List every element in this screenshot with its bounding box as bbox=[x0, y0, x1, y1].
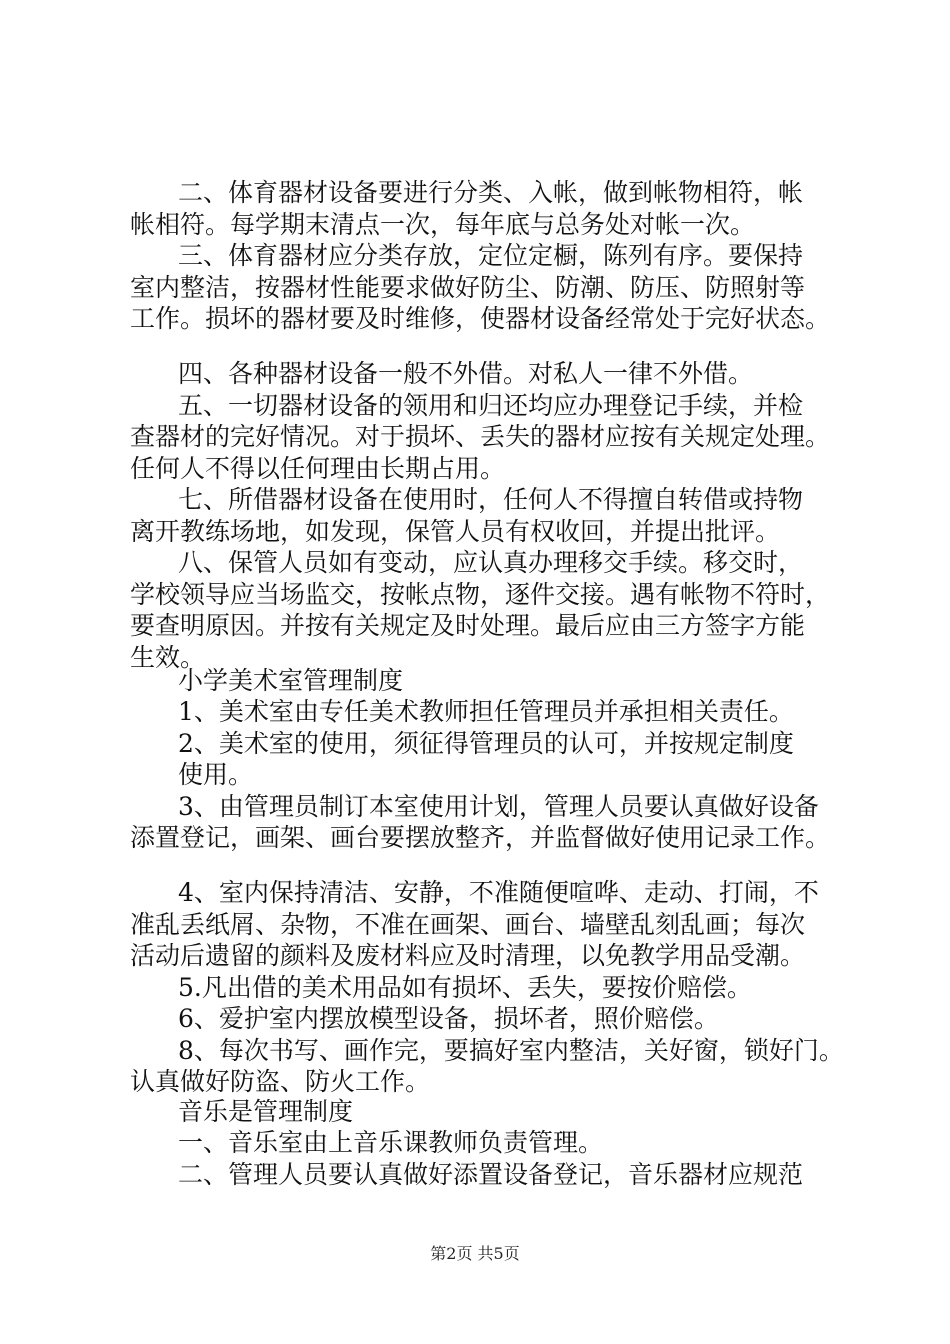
text-line: 添置登记，画架、画台要摆放整齐，并监督做好使用记录工作。 bbox=[130, 823, 831, 852]
text-line: 离开教练场地，如发现，保管人员有权收回，并提出批评。 bbox=[130, 517, 781, 546]
section-heading: 小学美术室管理制度 bbox=[178, 666, 404, 695]
text-line: 3、由管理员制订本室使用计划，管理人员要认真做好设备 bbox=[178, 792, 819, 821]
text-line: 八、保管人员如有变动，应认真办理移交手续。移交时， bbox=[178, 548, 804, 577]
text-line: 认真做好防盗、防火工作。 bbox=[130, 1067, 431, 1096]
text-line: 一、音乐室由上音乐课教师负责管理。 bbox=[178, 1128, 604, 1157]
text-line: 二、管理人员要认真做好添置设备登记，音乐器材应规范 bbox=[178, 1160, 804, 1189]
text-line: 四、各种器材设备一般不外借。对私人一律不外借。 bbox=[178, 359, 754, 388]
text-line: 要查明原因。并按有关规定及时处理。最后应由三方签字方能 bbox=[130, 611, 806, 640]
text-line: 活动后遗留的颜料及废材料应及时清理，以免教学用品受潮。 bbox=[130, 941, 806, 970]
text-line: 室内整洁，按器材性能要求做好防尘、防潮、防压、防照射等 bbox=[130, 273, 806, 302]
text-line: 2、美术室的使用，须征得管理员的认可，并按规定制度 bbox=[178, 729, 794, 758]
page-footer: 第2页 共5页 bbox=[430, 1244, 520, 1263]
text-line: 1、美术室由专任美术教师担任管理员并承担相关责任。 bbox=[178, 697, 794, 726]
section-heading: 音乐是管理制度 bbox=[178, 1097, 354, 1126]
text-line: 查器材的完好情况。对于损坏、丢失的器材应按有关规定处理。 bbox=[130, 422, 831, 451]
text-line: 使用。 bbox=[178, 760, 254, 789]
text-line: 七、所借器材设备在使用时，任何人不得擅自转借或持物 bbox=[178, 485, 804, 514]
text-line: 准乱丢纸屑、杂物，不准在画架、画台、墙壁乱刻乱画；每次 bbox=[130, 910, 806, 939]
text-line: 三、体育器材应分类存放，定位定橱，陈列有序。要保持 bbox=[178, 241, 804, 270]
text-line: 生效。 bbox=[130, 643, 206, 672]
text-line: 学校领导应当场监交，按帐点物，逐件交接。遇有帐物不符时， bbox=[130, 580, 831, 609]
text-line: 五、一切器材设备的领用和归还均应办理登记手续，并检 bbox=[178, 391, 804, 420]
text-line: 任何人不得以任何理由长期占用。 bbox=[130, 454, 506, 483]
text-line: 4、室内保持清洁、安静，不准随便喧哗、走动、打闹，不 bbox=[178, 878, 819, 907]
text-line: 5.凡出借的美术用品如有损坏、丢失，要按价赔偿。 bbox=[178, 973, 752, 1002]
text-line: 二、体育器材设备要进行分类、入帐，做到帐物相符，帐 bbox=[178, 178, 804, 207]
text-line: 8、每次书写、画作完，要搞好室内整洁，关好窗，锁好门。 bbox=[178, 1036, 844, 1065]
text-line: 6、爱护室内摆放模型设备，损坏者，照价赔偿。 bbox=[178, 1004, 719, 1033]
text-line: 工作。损坏的器材要及时维修，使器材设备经常处于完好状态。 bbox=[130, 304, 831, 333]
text-line: 帐相符。每学期末清点一次，每年底与总务处对帐一次。 bbox=[130, 210, 756, 239]
